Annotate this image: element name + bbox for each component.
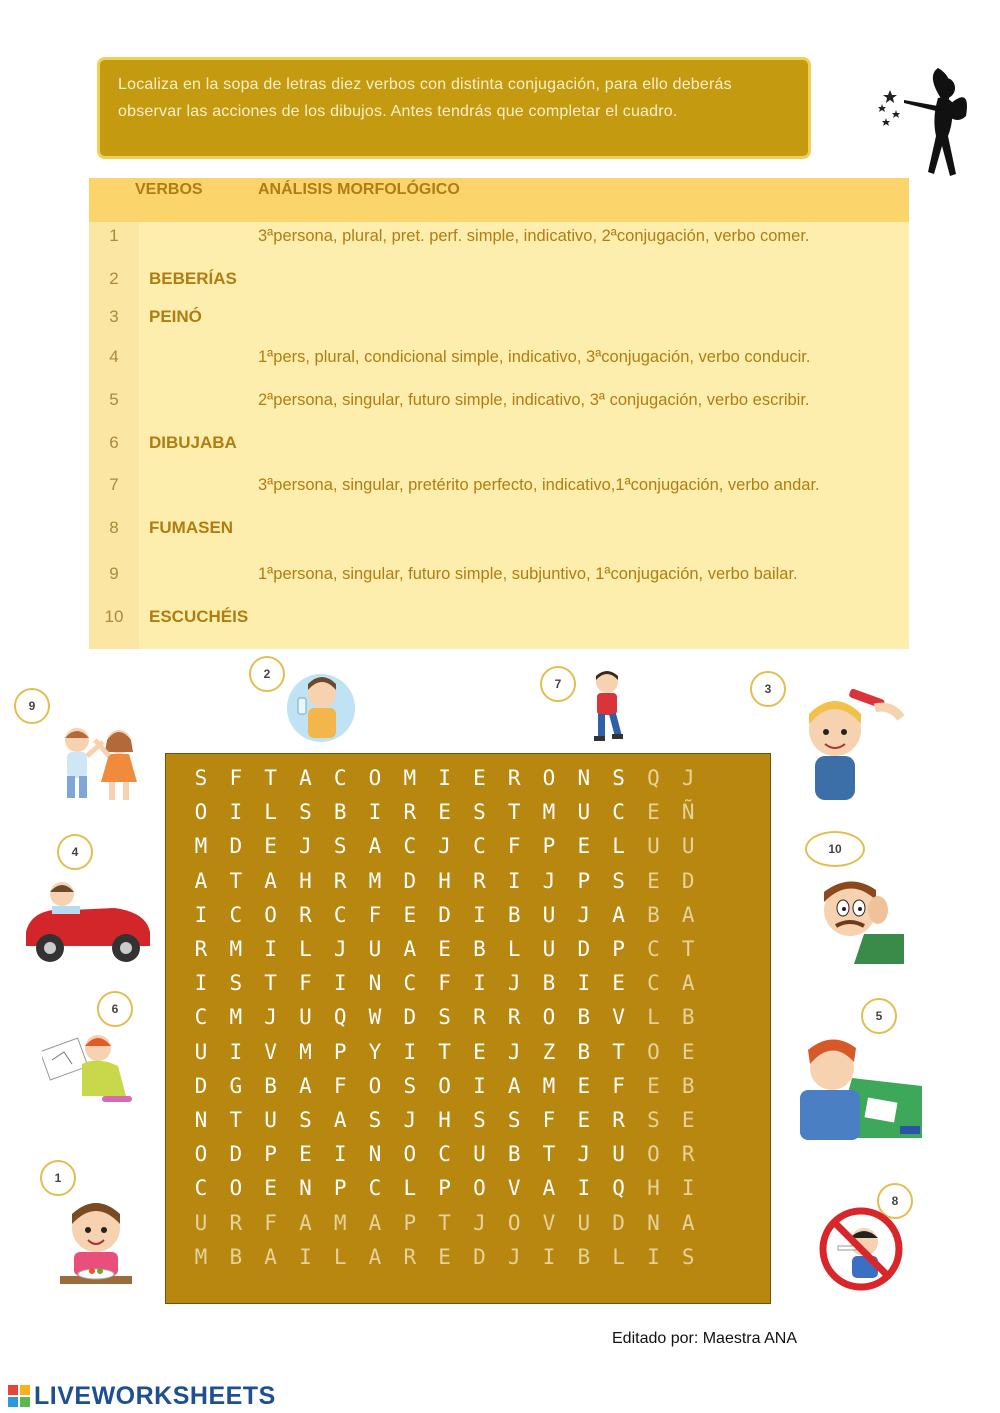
grid-letter[interactable]: S	[473, 800, 486, 825]
grid-letter[interactable]: Ñ	[681, 800, 695, 825]
grid-letter[interactable]: L	[507, 937, 521, 961]
row-analysis[interactable]: 1ªpersona, singular, futuro simple, subjuntivo, 1ªconjugación, verbo bailar.	[258, 565, 798, 583]
picture-number-10: 10	[805, 831, 865, 867]
grid-letter[interactable]: F	[507, 834, 521, 859]
word-search-grid[interactable]	[165, 753, 771, 1304]
grid-letter[interactable]: Q	[612, 1176, 625, 1201]
grid-letter[interactable]: P	[403, 1210, 417, 1235]
grid-letter[interactable]: I	[368, 800, 382, 825]
grid-letter[interactable]: T	[507, 800, 521, 825]
grid-letter[interactable]: I	[577, 1176, 591, 1201]
grid-letter[interactable]: N	[368, 971, 382, 996]
fairy-silhouette-icon	[876, 66, 968, 181]
grid-letter[interactable]: L	[299, 937, 312, 961]
grid-letter[interactable]: R	[473, 868, 486, 893]
child-driving-car-illustration	[22, 872, 152, 966]
picture-number-5: 5	[861, 998, 897, 1034]
grid-letter[interactable]: S	[612, 766, 625, 790]
grid-letter[interactable]: D	[194, 1073, 208, 1098]
grid-letter[interactable]: S	[299, 800, 312, 825]
grid-letter[interactable]: M	[333, 1210, 347, 1235]
child-drinking-illustration	[284, 668, 358, 746]
grid-letter[interactable]: R	[612, 1108, 625, 1132]
grid-letter[interactable]: T	[264, 971, 277, 996]
grid-letter[interactable]: O	[368, 766, 382, 790]
table-row	[89, 429, 909, 469]
grid-letter[interactable]: I	[438, 766, 451, 790]
grid-letter[interactable]: I	[333, 1142, 347, 1167]
grid-letter[interactable]: M	[403, 766, 417, 790]
grid-letter[interactable]: C	[333, 766, 347, 790]
grid-letter[interactable]: W	[368, 1005, 382, 1030]
grid-letter[interactable]: E	[438, 937, 451, 961]
grid-letter[interactable]: D	[229, 1142, 243, 1167]
grid-letter[interactable]: Q	[333, 1005, 347, 1030]
grid-letter[interactable]: H	[299, 868, 312, 893]
grid-letter[interactable]: I	[647, 1244, 660, 1269]
grid-letter[interactable]: E	[473, 1039, 486, 1064]
liveworksheets-logo[interactable]	[8, 1382, 276, 1410]
row-analysis[interactable]: 3ªpersona, plural, pret. perf. simple, indicativo, 2ªconjugación, verbo comer.	[258, 227, 810, 245]
grid-letter[interactable]: U	[299, 1005, 312, 1030]
grid-letter[interactable]: R	[229, 1210, 243, 1235]
grid-letter[interactable]: O	[647, 1039, 660, 1064]
grid-letter[interactable]: A	[264, 1244, 277, 1269]
grid-letter[interactable]: Z	[542, 1039, 556, 1064]
grid-letter[interactable]: O	[229, 1176, 243, 1201]
grid-letter[interactable]: I	[473, 971, 486, 996]
grid-letter[interactable]: E	[299, 1142, 312, 1167]
instructions-text: Localiza en la sopa de letras diez verbos con distinta conjugación, para ello deberás observar las acciones de los dibujos. Antes tendrás que completar el cuadro.	[118, 76, 732, 120]
row-number: 7	[109, 475, 119, 494]
grid-letter[interactable]: Q	[647, 766, 660, 790]
picture-number-1: 1	[40, 1160, 76, 1196]
grid-letter[interactable]: F	[612, 1073, 625, 1098]
table-row	[89, 222, 909, 262]
grid-letter[interactable]: O	[507, 1210, 521, 1235]
row-number: 2	[109, 269, 119, 288]
grid-letter[interactable]: I	[194, 902, 208, 927]
grid-letter[interactable]: R	[299, 902, 312, 927]
grid-letter[interactable]: U	[194, 1039, 208, 1064]
grid-letter[interactable]: T	[264, 766, 277, 790]
grid-letter[interactable]: R	[403, 1244, 417, 1269]
grid-letter[interactable]: C	[229, 902, 243, 927]
grid-letter[interactable]: U	[473, 1142, 486, 1167]
grid-letter[interactable]: J	[473, 1210, 486, 1235]
row-number: 10	[104, 607, 124, 626]
grid-letter[interactable]: P	[542, 834, 556, 859]
grid-letter[interactable]: C	[612, 800, 625, 825]
row-analysis[interactable]: 2ªpersona, singular, futuro simple, indicativo, 3ª conjugación, verbo escribir.	[258, 391, 810, 409]
table-row	[89, 303, 909, 343]
grid-letter[interactable]: V	[612, 1005, 625, 1030]
child-walking-illustration	[585, 668, 629, 744]
row-analysis[interactable]: 1ªpers, plural, condicional simple, indicativo, 3ªconjugación, verbo conducir.	[258, 348, 811, 366]
grid-letter[interactable]: D	[229, 834, 243, 859]
grid-letter[interactable]: I	[299, 1244, 312, 1269]
grid-letter[interactable]: J	[507, 1039, 521, 1064]
grid-letter[interactable]: U	[264, 1108, 277, 1132]
grid-letter[interactable]: N	[577, 766, 591, 790]
grid-letter[interactable]: B	[542, 971, 556, 996]
grid-letter[interactable]: A	[612, 902, 625, 927]
grid-letter[interactable]: B	[264, 1073, 277, 1098]
row-number: 9	[109, 564, 119, 583]
child-eating-illustration	[58, 1198, 134, 1294]
grid-letter[interactable]: M	[542, 800, 556, 825]
grid-letter[interactable]: F	[542, 1108, 556, 1132]
grid-letter[interactable]: S	[507, 1108, 521, 1132]
grid-letter[interactable]: S	[333, 834, 347, 859]
grid-letter[interactable]: A	[368, 1244, 382, 1269]
grid-letter[interactable]: S	[612, 868, 625, 893]
grid-letter[interactable]: T	[229, 1108, 243, 1132]
picture-number-4: 4	[57, 834, 93, 870]
grid-letter[interactable]: E	[681, 1108, 695, 1132]
child-drawing-illustration	[42, 1030, 134, 1106]
grid-letter[interactable]: R	[507, 766, 521, 790]
grid-letter[interactable]: N	[647, 1210, 660, 1235]
grid-letter[interactable]: I	[473, 1073, 486, 1098]
grid-letter[interactable]: J	[264, 1005, 277, 1030]
grid-letter[interactable]: J	[542, 868, 556, 893]
row-verb[interactable]: BEBERÍAS	[149, 269, 237, 288]
grid-letter[interactable]: C	[194, 1005, 208, 1030]
grid-letter[interactable]: E	[681, 1039, 695, 1064]
grid-letter[interactable]: S	[473, 1108, 486, 1132]
grid-letter[interactable]: D	[473, 1244, 486, 1269]
grid-letter[interactable]: U	[542, 937, 556, 961]
grid-letter[interactable]: A	[368, 1210, 382, 1235]
row-number: 8	[109, 518, 119, 537]
picture-number-9: 9	[14, 688, 50, 724]
grid-letter[interactable]: I	[229, 800, 243, 825]
row-number: 3	[109, 307, 119, 326]
grid-letter[interactable]: J	[333, 937, 347, 961]
grid-letter[interactable]: D	[577, 937, 591, 961]
grid-letter[interactable]: V	[542, 1210, 556, 1235]
row-number: 6	[109, 433, 119, 452]
grid-letter[interactable]: S	[368, 1108, 382, 1132]
table-row	[89, 386, 909, 426]
grid-letter[interactable]: B	[577, 1039, 591, 1064]
grid-letter[interactable]: H	[438, 1108, 451, 1132]
grid-letter[interactable]: R	[403, 800, 417, 825]
grid-letter[interactable]: M	[542, 1073, 556, 1098]
man-listening-illustration	[814, 874, 906, 964]
grid-letter[interactable]: U	[577, 800, 591, 825]
editor-credit: Editado por: Maestra ANA	[612, 1330, 797, 1347]
grid-letter[interactable]: I	[264, 937, 277, 961]
grid-letter[interactable]: T	[542, 1142, 556, 1167]
verb-analysis-table	[89, 178, 909, 649]
grid-letter[interactable]: L	[333, 1244, 347, 1269]
grid-letter[interactable]: U	[577, 1210, 591, 1235]
grid-letter[interactable]: A	[681, 971, 695, 996]
grid-letter[interactable]: A	[299, 1210, 312, 1235]
grid-letter[interactable]: O	[264, 902, 277, 927]
table-row	[89, 265, 909, 305]
grid-letter[interactable]: U	[542, 902, 556, 927]
grid-letter[interactable]: F	[299, 971, 312, 996]
grid-letter[interactable]: E	[403, 902, 417, 927]
grid-letter[interactable]: E	[577, 1073, 591, 1098]
grid-letter[interactable]: L	[612, 1244, 625, 1269]
grid-letter[interactable]: T	[438, 1210, 451, 1235]
grid-letter[interactable]: S	[194, 766, 208, 790]
grid-letter[interactable]: O	[403, 1142, 417, 1167]
grid-letter[interactable]: F	[333, 1073, 347, 1098]
grid-letter[interactable]: O	[438, 1073, 451, 1098]
grid-letter[interactable]: C	[194, 1176, 208, 1201]
grid-letter[interactable]: I	[681, 1176, 695, 1201]
picture-number-6: 6	[97, 991, 133, 1027]
header-verbs: VERBOS	[135, 181, 203, 198]
grid-letter[interactable]: A	[333, 1108, 347, 1132]
table-row	[89, 560, 909, 600]
row-verb[interactable]: ESCUCHÉIS	[149, 607, 249, 626]
grid-letter[interactable]: N	[299, 1176, 312, 1201]
grid-letter[interactable]: I	[229, 1039, 243, 1064]
grid-letter[interactable]: U	[681, 834, 695, 859]
grid-letter[interactable]: M	[194, 1244, 208, 1269]
grid-letter[interactable]: A	[299, 766, 312, 790]
grid-letter[interactable]: N	[194, 1108, 208, 1132]
no-smoking-illustration	[818, 1206, 904, 1292]
header-analysis: ANÁLISIS MORFOLÓGICO	[258, 181, 460, 198]
grid-letter[interactable]: O	[473, 1176, 486, 1201]
grid-letter[interactable]: J	[681, 766, 695, 790]
grid-letter[interactable]: J	[507, 1244, 521, 1269]
grid-letter[interactable]: J	[507, 971, 521, 996]
grid-letter[interactable]: O	[368, 1073, 382, 1098]
grid-letter[interactable]: T	[438, 1039, 451, 1064]
grid-letter[interactable]: J	[438, 834, 451, 859]
grid-letter[interactable]: B	[229, 1244, 243, 1269]
grid-letter[interactable]: V	[264, 1039, 277, 1064]
grid-letter[interactable]: L	[264, 800, 277, 825]
instructions-box	[97, 57, 811, 159]
grid-letter[interactable]: I	[473, 902, 486, 927]
grid-letter[interactable]: C	[333, 902, 347, 927]
row-verb[interactable]: PEINÓ	[149, 307, 202, 326]
grid-letter[interactable]: O	[542, 766, 556, 790]
picture-number-8: 8	[877, 1183, 913, 1219]
grid-letter[interactable]: H	[438, 868, 451, 893]
grid-letter[interactable]: M	[229, 1005, 243, 1030]
grid-letter[interactable]: A	[681, 1210, 695, 1235]
grid-letter[interactable]: F	[229, 766, 243, 790]
grid-letter[interactable]: U	[612, 1142, 625, 1167]
grid-letter[interactable]: I	[194, 971, 208, 996]
grid-letter[interactable]: R	[333, 868, 347, 893]
grid-letter[interactable]: A	[681, 902, 695, 927]
grid-letter[interactable]: O	[647, 1142, 660, 1167]
grid-letter[interactable]: P	[264, 1142, 277, 1167]
grid-letter[interactable]: O	[542, 1005, 556, 1030]
grid-letter[interactable]: Y	[368, 1039, 382, 1064]
grid-letter[interactable]: I	[542, 1244, 556, 1269]
grid-letter[interactable]: E	[577, 1108, 591, 1132]
grid-letter[interactable]: F	[368, 902, 382, 927]
grid-letter[interactable]: L	[647, 1005, 660, 1030]
row-analysis[interactable]: 3ªpersona, singular, pretérito perfecto, indicativo,1ªconjugación, verbo andar.	[258, 476, 820, 494]
grid-letter[interactable]: U	[647, 834, 660, 859]
grid-letter[interactable]: E	[264, 834, 277, 859]
grid-letter[interactable]: T	[681, 937, 695, 961]
grid-letter[interactable]: S	[647, 1108, 660, 1132]
grid-letter[interactable]: R	[473, 1005, 486, 1030]
grid-letter[interactable]: E	[264, 1176, 277, 1201]
grid-letter[interactable]: S	[299, 1108, 312, 1132]
grid-letter[interactable]: M	[194, 834, 208, 859]
grid-letter[interactable]: B	[647, 902, 660, 927]
grid-letter[interactable]: P	[333, 1039, 347, 1064]
grid-letter[interactable]: I	[403, 1039, 417, 1064]
table-header	[89, 178, 909, 222]
grid-letter[interactable]: A	[299, 1073, 312, 1098]
children-dancing-illustration	[47, 720, 151, 806]
grid-letter[interactable]: C	[473, 834, 486, 859]
grid-letter[interactable]: I	[333, 971, 347, 996]
grid-letter[interactable]: C	[647, 937, 660, 961]
table-row	[89, 471, 909, 511]
picture-number-2: 2	[249, 656, 285, 692]
grid-letter[interactable]: S	[681, 1244, 695, 1269]
grid-letter[interactable]: P	[333, 1176, 347, 1201]
grid-letter[interactable]: E	[438, 800, 451, 825]
grid-letter[interactable]: E	[438, 1244, 451, 1269]
grid-letter[interactable]: J	[577, 902, 591, 927]
grid-letter[interactable]: J	[299, 834, 312, 859]
grid-letter[interactable]: F	[264, 1210, 277, 1235]
picture-number-7: 7	[540, 666, 576, 702]
grid-letter[interactable]: B	[507, 1142, 521, 1167]
grid-letter[interactable]: B	[681, 1005, 695, 1030]
grid-letter[interactable]: E	[647, 868, 660, 893]
grid-letter[interactable]: A	[264, 868, 277, 893]
table-row	[89, 343, 909, 383]
grid-letter[interactable]: A	[194, 868, 208, 893]
grid-letter[interactable]: E	[577, 834, 591, 859]
grid-letter[interactable]: P	[612, 937, 625, 961]
grid-letter[interactable]: M	[229, 937, 243, 961]
grid-letter[interactable]: A	[542, 1176, 556, 1201]
picture-number-3: 3	[750, 671, 786, 707]
grid-letter[interactable]: U	[194, 1210, 208, 1235]
grid-letter[interactable]: D	[612, 1210, 625, 1235]
liveworksheets-logo-text: LIVEWORKSHEETS	[34, 1381, 276, 1410]
grid-letter[interactable]: D	[681, 868, 695, 893]
grid-letter[interactable]: H	[647, 1176, 660, 1201]
grid-letter[interactable]: A	[368, 834, 382, 859]
grid-letter[interactable]: C	[368, 1176, 382, 1201]
grid-letter[interactable]: B	[507, 902, 521, 927]
grid-letter[interactable]: F	[438, 971, 451, 996]
grid-letter[interactable]: L	[612, 834, 625, 859]
grid-letter[interactable]: B	[577, 1244, 591, 1269]
grid-letter[interactable]: M	[299, 1039, 312, 1064]
grid-letter[interactable]: R	[194, 937, 208, 961]
grid-letter[interactable]: S	[438, 1005, 451, 1030]
grid-letter[interactable]: E	[473, 766, 486, 790]
grid-letter[interactable]: E	[647, 800, 660, 825]
grid-letter[interactable]: B	[681, 1073, 695, 1098]
grid-letter[interactable]: B	[333, 800, 347, 825]
grid-letter[interactable]: J	[577, 1142, 591, 1167]
grid-letter[interactable]: I	[577, 971, 591, 996]
grid-letter[interactable]: U	[368, 937, 382, 961]
grid-letter[interactable]: R	[681, 1142, 695, 1167]
grid-letter[interactable]: O	[194, 1142, 208, 1167]
grid-letter[interactable]: M	[368, 868, 382, 893]
grid-letter[interactable]: T	[612, 1039, 625, 1064]
row-number: 1	[109, 226, 119, 245]
grid-letter[interactable]: C	[647, 971, 660, 996]
grid-letter[interactable]: T	[229, 868, 243, 893]
liveworksheets-logo-icon	[8, 1385, 30, 1407]
grid-letter[interactable]: A	[507, 1073, 521, 1098]
grid-letter[interactable]: A	[403, 937, 417, 961]
grid-letter[interactable]: J	[403, 1108, 417, 1132]
grid-letter[interactable]: V	[507, 1176, 521, 1201]
grid-letter[interactable]: B	[577, 1005, 591, 1030]
grid-letter[interactable]: S	[403, 1073, 417, 1098]
grid-letter[interactable]: E	[612, 971, 625, 996]
grid-letter[interactable]: L	[403, 1176, 417, 1201]
grid-letter[interactable]: B	[473, 937, 486, 961]
row-number: 5	[109, 390, 119, 409]
grid-letter[interactable]: P	[577, 868, 591, 893]
grid-letter[interactable]: G	[229, 1073, 243, 1098]
child-writing-illustration	[796, 1038, 924, 1142]
grid-letter[interactable]: E	[647, 1073, 660, 1098]
grid-letter[interactable]: R	[507, 1005, 521, 1030]
child-combing-illustration	[795, 684, 905, 808]
table-row	[89, 603, 909, 643]
grid-letter[interactable]: C	[403, 971, 417, 996]
table-row	[89, 514, 909, 554]
grid-letter[interactable]: C	[403, 834, 417, 859]
row-verb[interactable]: FUMASEN	[149, 518, 234, 537]
grid-letter[interactable]: D	[403, 1005, 417, 1030]
row-verb[interactable]: DIBUJABA	[149, 433, 237, 452]
grid-letter[interactable]: S	[229, 971, 243, 996]
grid-letter[interactable]: I	[507, 868, 521, 893]
grid-letter[interactable]: D	[403, 868, 417, 893]
grid-letter[interactable]: O	[194, 800, 208, 825]
grid-letter[interactable]: C	[438, 1142, 451, 1167]
row-number: 4	[109, 347, 119, 366]
grid-letter[interactable]: P	[438, 1176, 451, 1201]
grid-letter[interactable]: D	[438, 902, 451, 927]
grid-letter[interactable]: N	[368, 1142, 382, 1167]
